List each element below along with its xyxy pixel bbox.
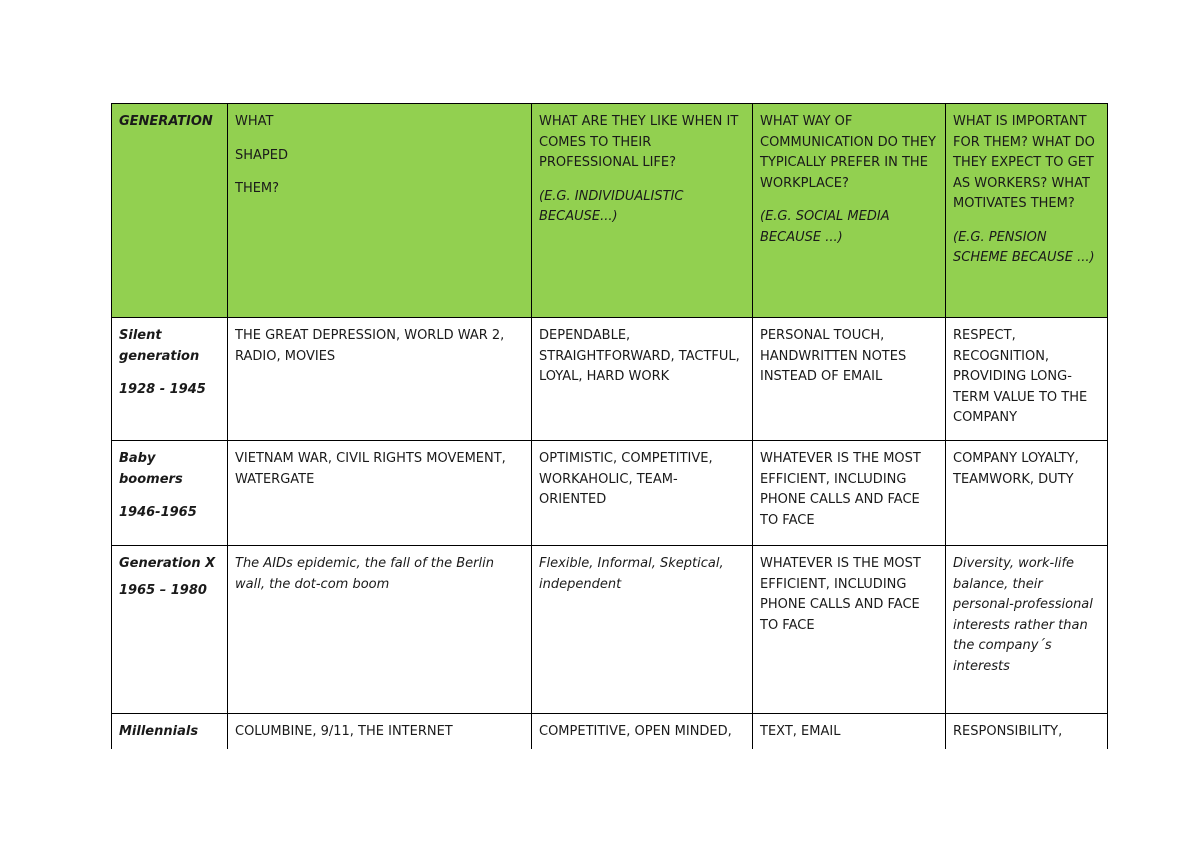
row-professional: OPTIMISTIC, COMPETITIVE, WORKAHOLIC, TEAM-ORIENTED [532, 441, 753, 546]
generation-years: 1928 - 1945 [119, 382, 206, 397]
row-important: RESPECT, RECOGNITION, PROVIDING LONG-TERM VALUE TO THE COMPANY [946, 318, 1108, 441]
row-communication: WHATEVER IS THE MOST EFFICIENT, INCLUDING PHONE CALLS AND FACE TO FACE [753, 441, 946, 546]
row-generation [112, 318, 228, 441]
row-communication: PERSONAL TOUCH, HANDWRITTEN NOTES INSTEAD OF EMAIL [753, 318, 946, 441]
row-shaped: The AIDs epidemic, the fall of the Berlin wall, the dot-com boom [228, 546, 532, 714]
row-generation [112, 441, 228, 546]
table-row [112, 441, 1108, 546]
header-professional [532, 104, 753, 318]
header-communication [753, 104, 946, 318]
header-communication-example: (E.G. SOCIAL MEDIA BECAUSE ...) [760, 209, 890, 245]
header-important [946, 104, 1108, 318]
header-row [112, 104, 1108, 318]
table-row [112, 714, 1108, 749]
row-communication: TEXT, EMAIL [753, 714, 946, 749]
header-important-question: WHAT IS IMPORTANT FOR THEM? WHAT DO THEY EXPECT TO GET AS WORKERS? WHAT MOTIVATES THEM? [953, 114, 1095, 211]
generation-name: Silent generation [119, 328, 200, 364]
row-shaped: COLUMBINE, 9/11, THE INTERNET [228, 714, 532, 749]
generation-name: Baby boomers [119, 451, 183, 487]
row-important: COMPANY LOYALTY, TEAMWORK, DUTY [946, 441, 1108, 546]
header-important-example: (E.G. PENSION SCHEME BECAUSE ...) [953, 229, 1095, 265]
generation-years: 1946-1965 [119, 505, 197, 520]
header-professional-question: WHAT ARE THEY LIKE WHEN IT COMES TO THEIR PROFESSIONAL LIFE? [539, 114, 739, 170]
header-shaped [228, 104, 532, 318]
table-row [112, 546, 1108, 714]
header-professional-example: (E.G. INDIVIDUALISTIC BECAUSE...) [539, 188, 684, 224]
table-row [112, 318, 1108, 441]
header-generation-label: GENERATION [119, 114, 213, 129]
row-professional: COMPETITIVE, OPEN MINDED, [532, 714, 753, 749]
row-shaped: VIETNAM WAR, CIVIL RIGHTS MOVEMENT, WATERGATE [228, 441, 532, 546]
row-professional: DEPENDABLE, STRAIGHTFORWARD, TACTFUL, LOYAL, HARD WORK [532, 318, 753, 441]
row-professional: Flexible, Informal, Skeptical, independent [532, 546, 753, 714]
row-important: Diversity, work-life balance, their personal-professional interests rather than the company´s interests [946, 546, 1108, 714]
header-communication-question: WHAT WAY OF COMMUNICATION DO THEY TYPICALLY PREFER IN THE WORKPLACE? [760, 114, 936, 191]
row-communication: WHATEVER IS THE MOST EFFICIENT, INCLUDING PHONE CALLS AND FACE TO FACE [753, 546, 946, 714]
row-important: RESPONSIBILITY, [946, 714, 1108, 749]
row-shaped: THE GREAT DEPRESSION, WORLD WAR 2, RADIO, MOVIES [228, 318, 532, 441]
generation-years: 1965 – 1980 [119, 582, 207, 598]
header-generation [112, 104, 228, 318]
header-shaped-line-2: SHAPED [235, 147, 288, 163]
generations-table [111, 103, 1108, 749]
header-shaped-line-3: THEM? [235, 181, 280, 196]
row-generation [112, 546, 228, 714]
header-shaped-line-1: WHAT [235, 114, 274, 129]
generation-name: Generation X [119, 556, 216, 571]
generation-name: Millennials [112, 714, 228, 749]
